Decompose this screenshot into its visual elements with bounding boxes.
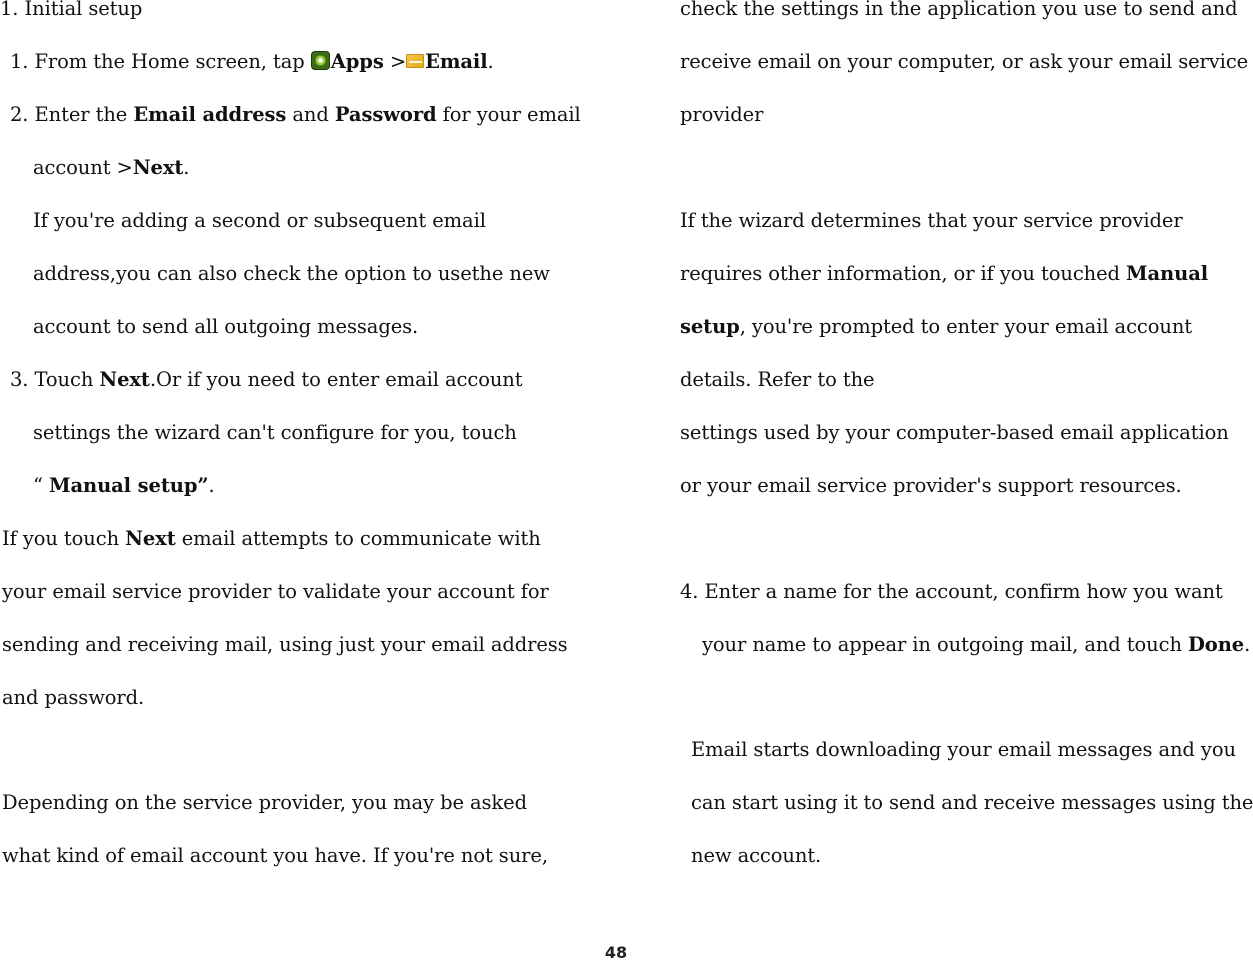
step-1: 1. From the Home screen, tap Apps > Email. xyxy=(10,50,494,73)
step-2-note-line: If you're adding a second or subsequent email xyxy=(33,209,486,232)
paragraph-line: your email service provider to validate your account for xyxy=(2,580,549,603)
step-3-continued: settings the wizard can't configure for you, touch xyxy=(33,421,517,444)
paragraph-line: If you touch Next email attempts to communicate with xyxy=(2,527,541,550)
page-number: 48 xyxy=(604,943,628,962)
step-2-note-line: address,you can also check the option to usethe new xyxy=(33,262,550,285)
step-3-manual-setup: “ Manual setup”. xyxy=(33,474,215,497)
paragraph-line: check the settings in the application you use to send and xyxy=(680,0,1238,20)
step-2-note-line: account to send all outgoing messages. xyxy=(33,315,419,338)
paragraph-line: or your email service provider's support resources. xyxy=(680,474,1182,497)
paragraph-line: Email starts downloading your email messages and you xyxy=(691,738,1236,761)
paragraph-line: Depending on the service provider, you may be asked xyxy=(2,791,527,814)
step-2-continued: account >Next. xyxy=(33,156,190,179)
paragraph-line: provider xyxy=(680,103,764,126)
paragraph-line: If the wizard determines that your service provider xyxy=(680,209,1183,232)
step-4-continued: your name to appear in outgoing mail, and touch Done. xyxy=(702,633,1251,656)
paragraph-line: new account. xyxy=(691,844,822,867)
section-heading: 1. Initial setup xyxy=(0,0,143,20)
paragraph-line: sending and receiving mail, using just your email address xyxy=(2,633,568,656)
paragraph-line: setup, you're prompted to enter your email account xyxy=(680,315,1193,338)
step-2: 2. Enter the Email address and Password for your email xyxy=(10,103,581,126)
step-3: 3. Touch Next.Or if you need to enter email account xyxy=(10,368,523,391)
paragraph-line: and password. xyxy=(2,686,145,709)
paragraph-line: details. Refer to the xyxy=(680,368,875,391)
paragraph-line: settings used by your computer-based email application xyxy=(680,421,1229,444)
paragraph-line: can start using it to send and receive messages using the xyxy=(691,791,1253,814)
paragraph-line: receive email on your computer, or ask your email service xyxy=(680,50,1249,73)
step-4: 4. Enter a name for the account, confirm how you want xyxy=(680,580,1223,603)
email-icon xyxy=(406,54,424,68)
paragraph-line: what kind of email account you have. If you're not sure, xyxy=(2,844,548,867)
apps-icon xyxy=(311,51,330,70)
paragraph-line: requires other information, or if you touched Manual xyxy=(680,262,1209,285)
